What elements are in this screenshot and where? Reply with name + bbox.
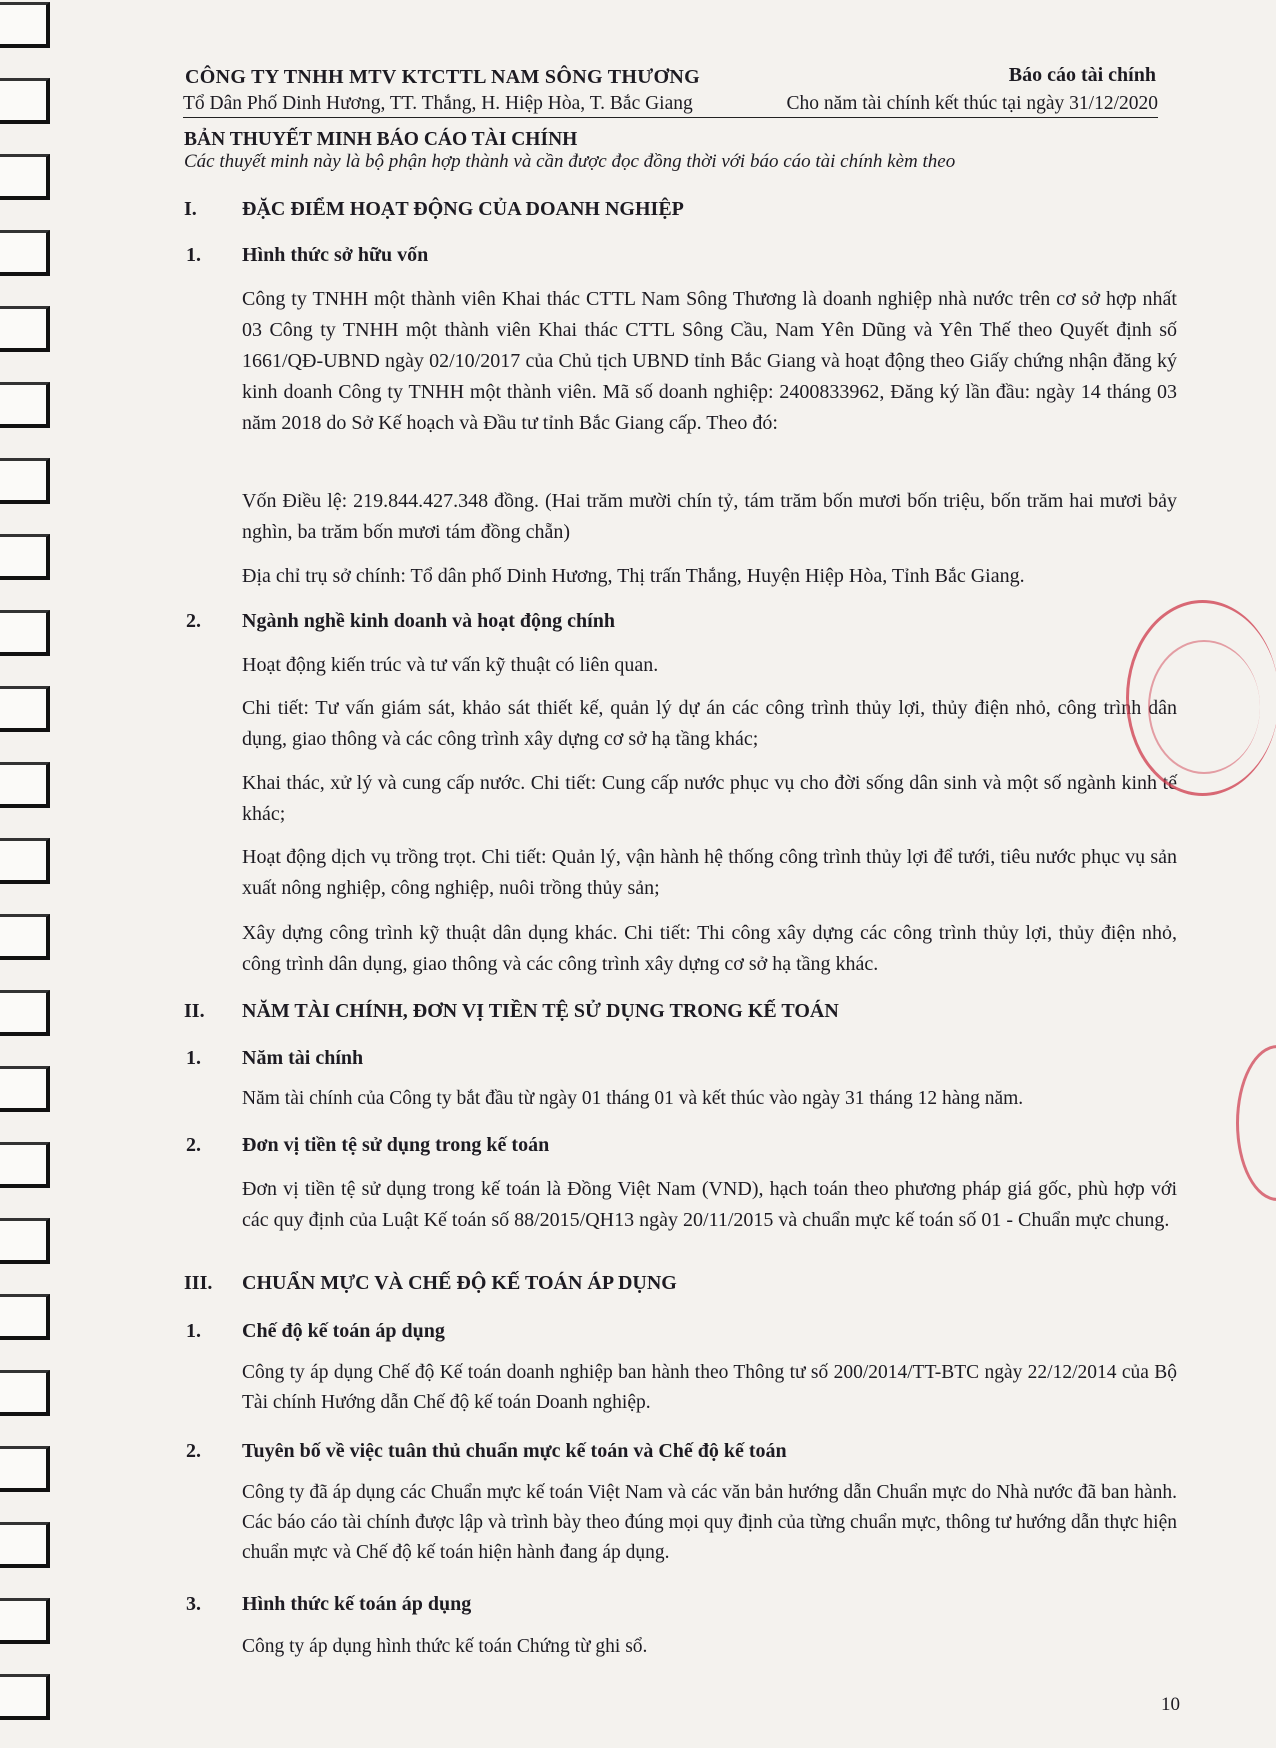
page-number: 10	[1161, 1694, 1180, 1715]
subsection-number: 3.	[186, 1593, 201, 1615]
section-heading	[184, 1000, 839, 1023]
company-name: CÔNG TY TNHH MTV KTCTTL NAM SÔNG THƯƠNG	[185, 66, 700, 88]
subsection-heading	[186, 1593, 471, 1616]
subsection-number: 1.	[186, 1047, 201, 1069]
section-heading	[184, 198, 684, 221]
subsection-title: Chế độ kế toán áp dụng	[242, 1320, 445, 1342]
section-heading	[184, 1272, 677, 1295]
subsection-number: 2.	[186, 1440, 201, 1462]
paragraph: Công ty TNHH một thành viên Khai thác CTTL Nam Sông Thương là doanh nghiệp nhà nước trên cơ sở hợp nhất 03 Công ty TNHH một thành viên Khai thác CTTL Sông Cầu, Nam Yên Dũng và Yên Thế theo Quyết định số 1661/QĐ-UBND ngày 02/10/2017 của Chủ tịch UBND tỉnh Bắc Giang và hoạt động theo Giấy chứng nhận đăng ký kinh doanh Công ty TNHH một thành viên. Mã số doanh nghiệp: 2400833962, Đăng ký lần đầu: ngày 14 tháng 03 năm 2018 do Sở Kế hoạch và Đầu tư tỉnh Bắc Giang cấp. Theo đó:	[242, 288, 1177, 434]
document-subtitle: Các thuyết minh này là bộ phận hợp thành và cần được đọc đồng thời với báo cáo tài chính kèm theo	[184, 151, 956, 172]
paragraph: Công ty áp dụng hình thức kế toán Chứng từ ghi sổ.	[242, 1636, 648, 1657]
report-period: Cho năm tài chính kết thúc tại ngày 31/12/2020	[786, 93, 1158, 114]
stamp-seal	[1236, 1045, 1276, 1201]
subsection-number: 1.	[186, 1320, 201, 1342]
paragraph: Công ty áp dụng Chế độ Kế toán doanh nghiệp ban hành theo Thông tư số 200/2014/TT-BTC ngày 22/12/2014 của Bộ Tài chính Hướng dẫn Chế độ kế toán Doanh nghiệp.	[242, 1362, 1177, 1413]
header-divider	[183, 117, 1158, 118]
subsection-heading	[186, 1440, 787, 1463]
paragraph: Địa chỉ trụ sở chính: Tổ dân phố Dinh Hương, Thị trấn Thắng, Huyện Hiệp Hòa, Tỉnh Bắc Giang.	[242, 565, 1025, 587]
paragraph: Công ty đã áp dụng các Chuẩn mực kế toán Việt Nam và các văn bản hướng dẫn Chuẩn mực do Nhà nước đã ban hành. Các báo cáo tài chính được lập và trình bày theo đúng mọi quy định của từng chuẩn mực, thông tư hướng dẫn thực hiện chuẩn mực và Chế độ kế toán hiện hành đang áp dụng.	[242, 1482, 1177, 1563]
subsection-number: 2.	[186, 1134, 201, 1156]
subsection-heading	[186, 244, 428, 267]
paragraph: Hoạt động dịch vụ trồng trọt. Chi tiết: Quản lý, vận hành hệ thống công trình thủy lợi để tưới, tiêu nước phục vụ sản xuất nông nghiệp, công nghiệp, nuôi trồng thủy sản;	[242, 846, 1177, 899]
paragraph: Đơn vị tiền tệ sử dụng trong kế toán là Đồng Việt Nam (VND), hạch toán theo phương pháp giá gốc, phù hợp với các quy định của Luật Kế toán số 88/2015/QH13 ngày 20/11/2015 và chuẩn mực kế toán số 01 - Chuẩn mực chung.	[242, 1178, 1177, 1231]
section-title: ĐẶC ĐIỂM HOẠT ĐỘNG CỦA DOANH NGHIỆP	[242, 198, 684, 220]
section-number: I.	[184, 198, 197, 220]
section-number: III.	[184, 1272, 213, 1294]
report-type: Báo cáo tài chính	[1008, 64, 1156, 86]
subsection-heading	[186, 1320, 445, 1343]
subsection-title: Đơn vị tiền tệ sử dụng trong kế toán	[242, 1134, 550, 1156]
section-title: NĂM TÀI CHÍNH, ĐƠN VỊ TIỀN TỆ SỬ DỤNG TRONG KẾ TOÁN	[242, 1000, 839, 1022]
subsection-title: Năm tài chính	[242, 1047, 364, 1069]
subsection-number: 2.	[186, 610, 201, 632]
section-number: II.	[184, 1000, 205, 1022]
subsection-number: 1.	[186, 244, 201, 266]
subsection-title: Hình thức kế toán áp dụng	[242, 1593, 472, 1615]
paragraph: Khai thác, xử lý và cung cấp nước. Chi tiết: Cung cấp nước phục vụ cho đời sống dân sinh và một số ngành kinh tế khác;	[242, 772, 1177, 825]
stamp-seal-inner	[1148, 640, 1260, 774]
paragraph: Vốn Điều lệ: 219.844.427.348 đồng. (Hai trăm mười chín tỷ, tám trăm bốn mươi bốn triệu, bốn trăm hai mươi bảy nghìn, ba trăm bốn mươi tám đồng chẵn)	[242, 490, 1177, 543]
paragraph: Chi tiết: Tư vấn giám sát, khảo sát thiết kế, quản lý dự án các công trình thủy lợi, thủy điện nhỏ, công trình dân dụng, giao thông và các công trình xây dựng cơ sở hạ tầng khác;	[242, 697, 1177, 750]
subsection-heading	[186, 610, 615, 633]
company-address: Tổ Dân Phố Dinh Hương, TT. Thắng, H. Hiệp Hòa, T. Bắc Giang	[183, 93, 693, 114]
subsection-title: Tuyên bố về việc tuân thủ chuẩn mực kế toán và Chế độ kế toán	[242, 1440, 787, 1462]
document-title: BẢN THUYẾT MINH BÁO CÁO TÀI CHÍNH	[184, 129, 578, 150]
subsection-heading	[186, 1047, 363, 1070]
subsection-title: Ngành nghề kinh doanh và hoạt động chính	[242, 610, 615, 632]
subsection-title: Hình thức sở hữu vốn	[242, 244, 429, 266]
paragraph: Hoạt động kiến trúc và tư vấn kỹ thuật có liên quan.	[242, 654, 659, 676]
paragraph: Xây dựng công trình kỹ thuật dân dụng khác. Chi tiết: Thi công xây dựng các công trình thủy lợi, thủy điện nhỏ, công trình dân dụng, giao thông và các công trình xây dựng cơ sở hạ tầng khác.	[242, 922, 1177, 975]
paragraph: Năm tài chính của Công ty bắt đầu từ ngày 01 tháng 01 và kết thúc vào ngày 31 tháng 12 hàng năm.	[242, 1088, 1024, 1109]
section-title: CHUẨN MỰC VÀ CHẾ ĐỘ KẾ TOÁN ÁP DỤNG	[242, 1272, 677, 1294]
subsection-heading	[186, 1134, 549, 1157]
